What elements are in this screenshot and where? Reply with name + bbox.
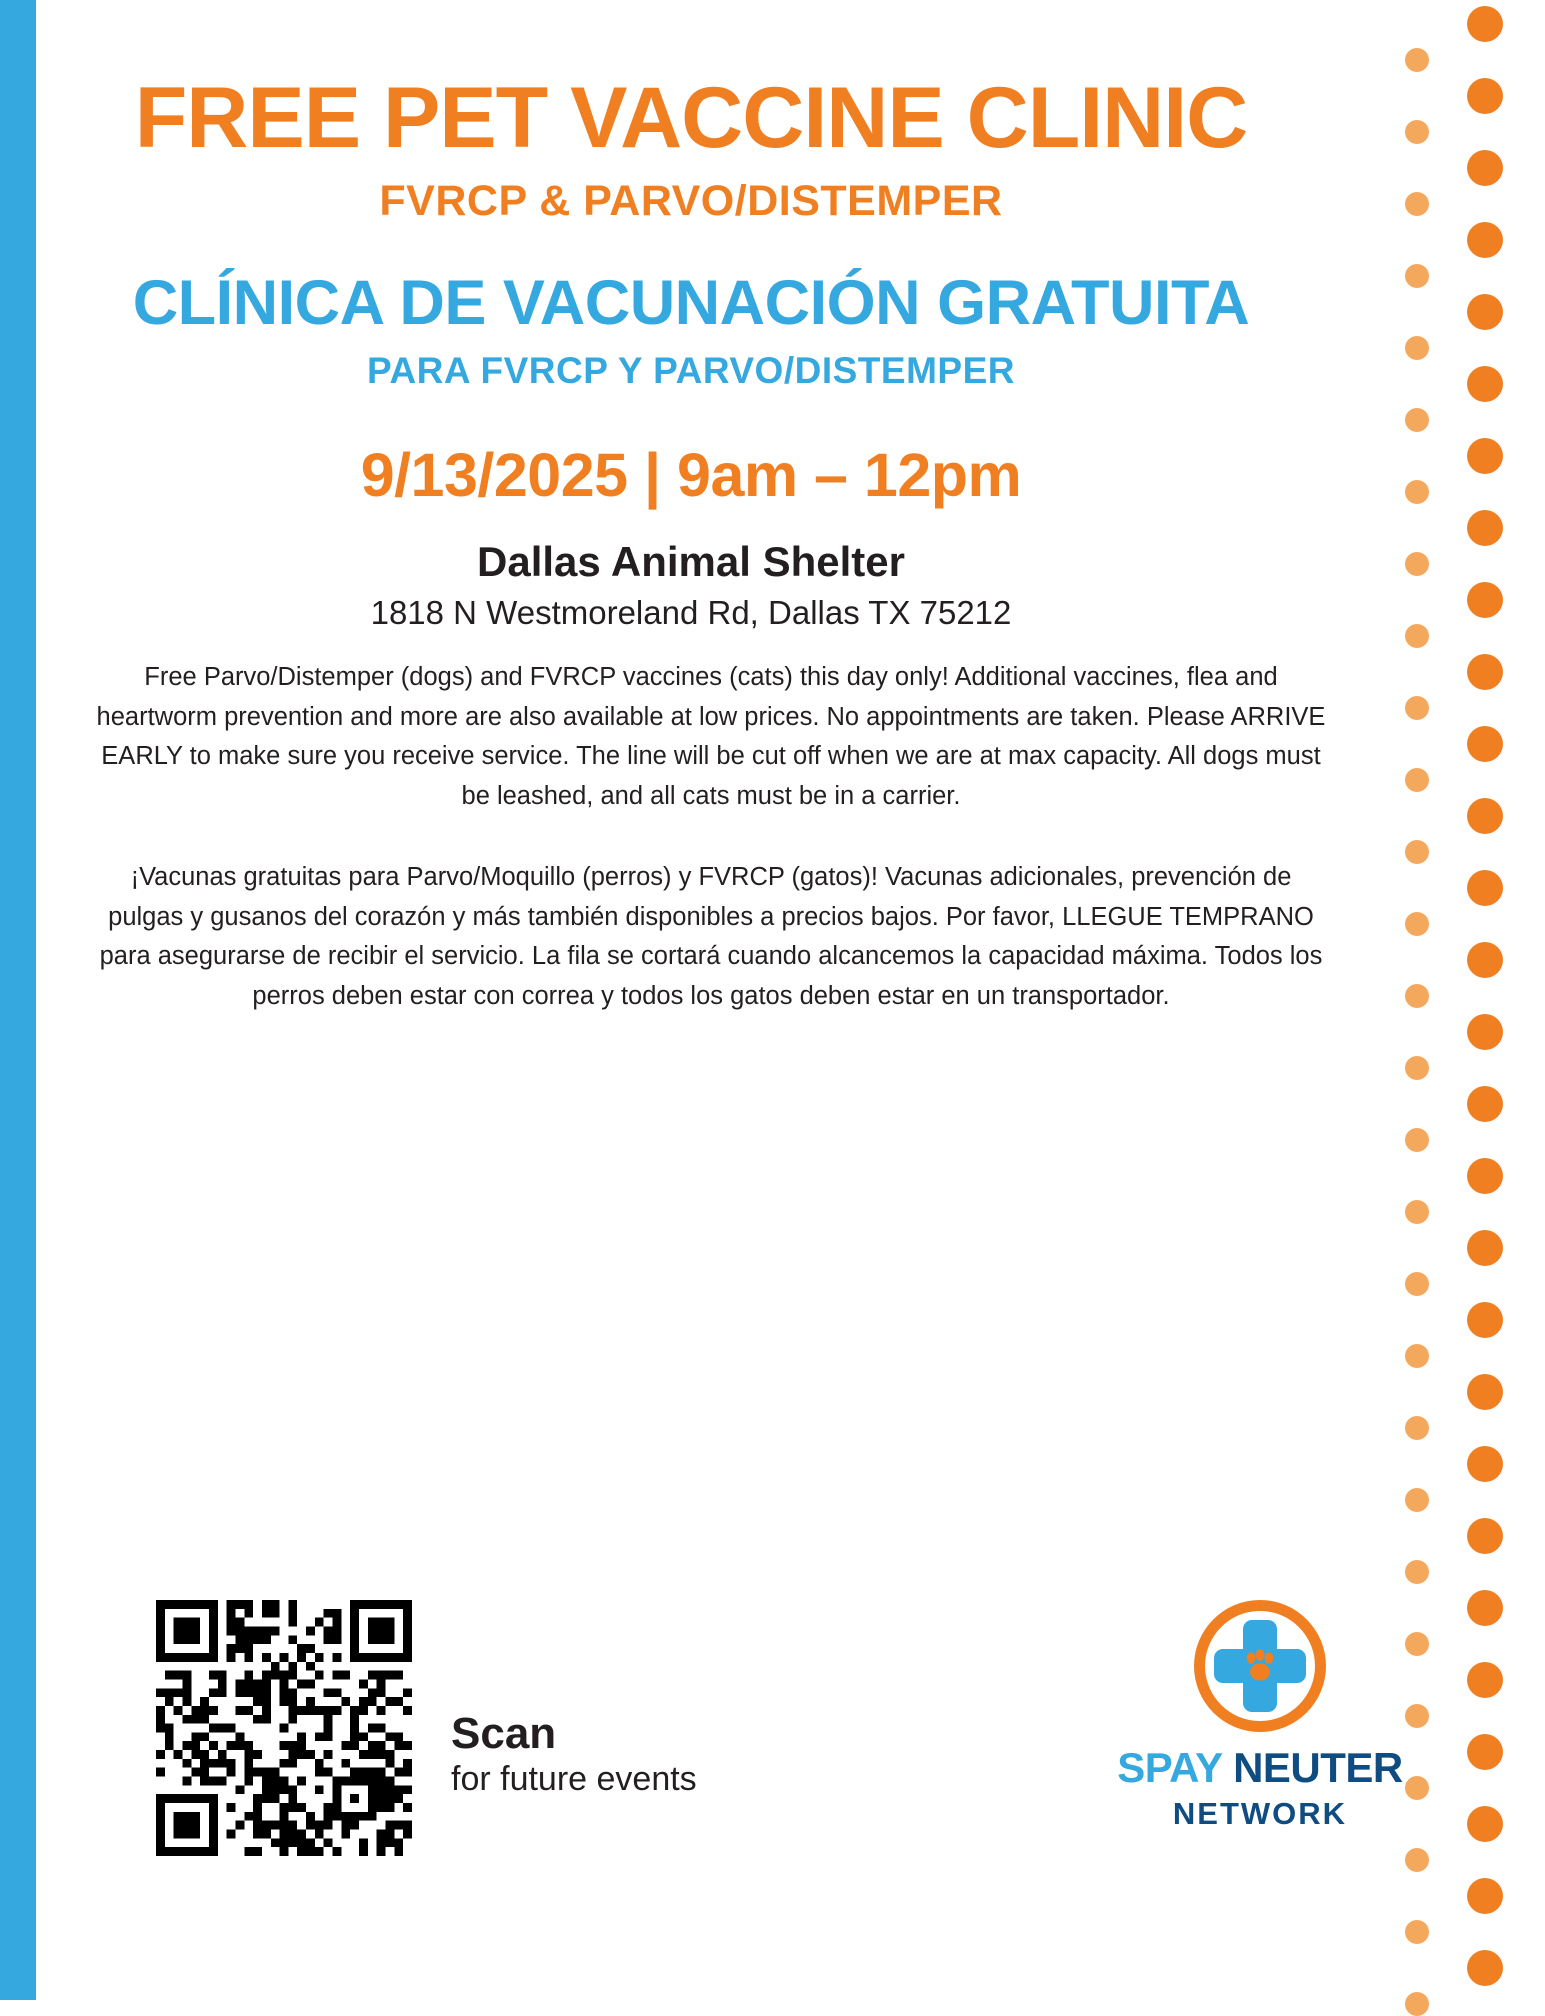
organization-logo [1095, 1600, 1425, 1832]
decorative-dot [1405, 1416, 1429, 1440]
decorative-dot [1467, 942, 1503, 978]
decorative-dot [1405, 1992, 1429, 2016]
paw-cross-badge-icon [1194, 1600, 1326, 1732]
decorative-dot [1467, 1014, 1503, 1050]
decorative-dot [1467, 1230, 1503, 1266]
decorative-dot [1405, 696, 1429, 720]
decorative-dot [1467, 582, 1503, 618]
decorative-dot [1405, 1560, 1429, 1584]
decorative-dot [1467, 222, 1503, 258]
decorative-dot [1405, 768, 1429, 792]
decorative-dot [1405, 624, 1429, 648]
decorative-dot [1467, 1446, 1503, 1482]
decorative-dot [1467, 1374, 1503, 1410]
decorative-dot [1405, 1200, 1429, 1224]
scan-subtitle: for future events [451, 1760, 697, 1799]
decorative-dot [1467, 510, 1503, 546]
logo-word-spay: SPAY [1117, 1744, 1222, 1791]
decorative-dot [1467, 366, 1503, 402]
decorative-dot [1405, 552, 1429, 576]
decorative-dot [1467, 438, 1503, 474]
decorative-dot [1405, 480, 1429, 504]
decorative-dot [1467, 1158, 1503, 1194]
decorative-dot [1467, 294, 1503, 330]
event-datetime: 9/13/2025 | 9am – 12pm [360, 441, 1022, 510]
logo-wordmark [1095, 1744, 1425, 1792]
page-title-spanish: CLÍNICA DE VACUNACIÓN GRATUITA [132, 267, 1250, 338]
subtitle-english: FVRCP & PARVO/DISTEMPER [379, 176, 1003, 225]
decorative-dot [1467, 1950, 1503, 1986]
logo-word-neuter: NEUTER [1233, 1744, 1403, 1791]
decorative-dot [1467, 798, 1503, 834]
qr-code-icon[interactable] [156, 1600, 412, 1856]
decorative-dot [1405, 264, 1429, 288]
decorative-dot [1467, 726, 1503, 762]
decorative-dot [1405, 1344, 1429, 1368]
decorative-dot [1405, 192, 1429, 216]
venue-name: Dallas Animal Shelter [477, 538, 905, 586]
decorative-dot [1467, 1086, 1503, 1122]
decorative-dot [1405, 1056, 1429, 1080]
decorative-dot [1405, 408, 1429, 432]
decorative-dot [1405, 912, 1429, 936]
decorative-dot [1467, 1302, 1503, 1338]
venue-address: 1818 N Westmoreland Rd, Dallas TX 75212 [370, 594, 1012, 632]
subtitle-spanish: PARA FVRCP Y PARVO/DISTEMPER [367, 350, 1015, 392]
body-text-spanish: ¡Vacunas gratuitas para Parvo/Moquillo (perros) y FVRCP (gatos)! Vacunas adicionales, prevención de pulgas y gusanos del corazón y más también disponibles a precios bajos. Por favor, LLEGUE TEMPRANO para asegurarse de recibir el servicio. La fila se cortará cuando alcancemos la capacidad máxima. Todos los perros deben estar con correa y todos los gatos deben estar en un transportador. [99, 863, 1323, 1010]
decorative-dot [1467, 150, 1503, 186]
body-text-english: Free Parvo/Distemper (dogs) and FVRCP vaccines (cats) this day only! Additional vaccines, flea and heartworm prevention and more are also available at low prices. No appointments are taken. Please ARRIVE EARLY to make sure you receive service. The line will be cut off when we are at max capacity. All dogs must be leashed, and all cats must be in a carrier. [96, 663, 1326, 810]
decorative-dot [1405, 1128, 1429, 1152]
decorative-dot [1405, 48, 1429, 72]
decorative-dot [1405, 984, 1429, 1008]
decorative-dot [1405, 336, 1429, 360]
decorative-dot [1467, 1518, 1503, 1554]
decorative-dot [1405, 120, 1429, 144]
left-accent-bar [0, 0, 36, 2000]
page-title-english: FREE PET VACCINE CLINIC [134, 70, 1248, 166]
decorative-dot [1467, 6, 1503, 42]
decorative-dot [1467, 78, 1503, 114]
decorative-dot [1405, 840, 1429, 864]
scan-title: Scan [451, 1709, 557, 1758]
footer-row [96, 1600, 1485, 1930]
decorative-dot [1467, 870, 1503, 906]
decorative-dot [1467, 654, 1503, 690]
decorative-dot [1405, 1272, 1429, 1296]
logo-subname: NETWORK [1172, 1796, 1348, 1831]
scan-callout [451, 1710, 697, 1799]
decorative-dot [1405, 1488, 1429, 1512]
paw-icon [1240, 1646, 1280, 1686]
qr-code-canvas[interactable] [156, 1600, 412, 1856]
